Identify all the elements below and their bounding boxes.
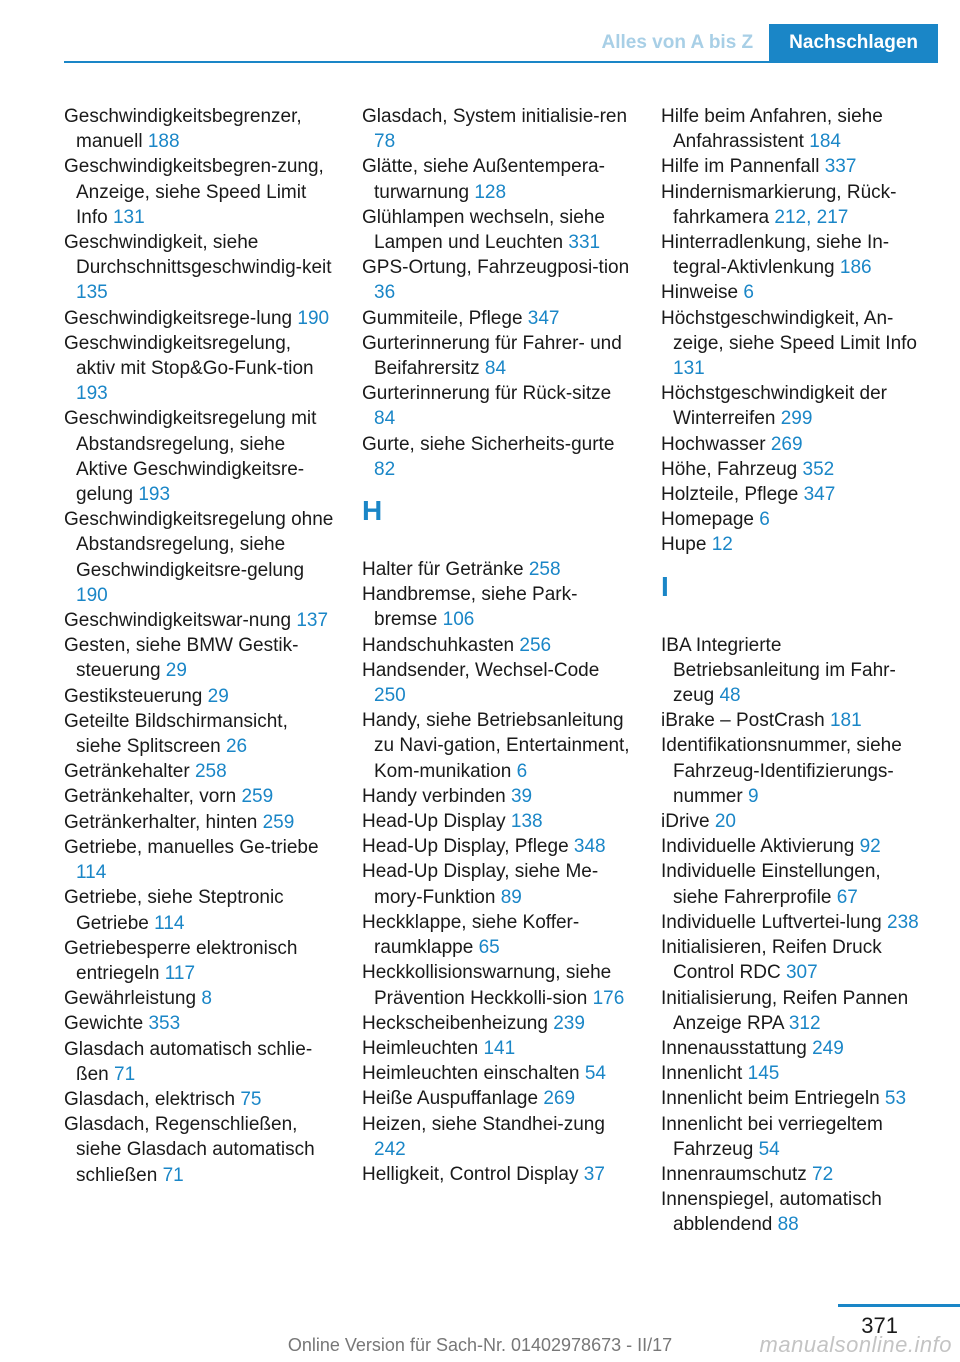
entry-page-link[interactable]: 331	[568, 232, 601, 254]
index-entry	[362, 432, 632, 482]
entry-page-link[interactable]: 82	[374, 458, 396, 480]
entry-page-link[interactable]: 39	[510, 785, 533, 807]
index-entry	[64, 1011, 334, 1036]
entry-page-link[interactable]: 6	[743, 282, 754, 304]
index-entry	[362, 1162, 632, 1187]
entry-term: Heimleuchten	[362, 1037, 479, 1059]
index-entry	[661, 104, 931, 154]
index-entry	[661, 1086, 931, 1111]
index-entry	[661, 859, 931, 909]
index-entry	[64, 104, 334, 154]
index-entry	[64, 1087, 334, 1112]
entry-term: Handy verbinden	[362, 785, 506, 807]
index-entry	[64, 835, 334, 885]
entry-term: Individuelle Einstellungen, siehe Fahrerprofile	[661, 861, 881, 908]
entry-term: iDrive	[661, 811, 710, 833]
entry-term: Heimleuchten einschalten	[362, 1063, 580, 1085]
entry-page-link[interactable]: 36	[374, 282, 396, 304]
index-entry	[64, 1037, 334, 1087]
entry-term: Geschwindigkeitsregelung mit Abstandsregelung, siehe Aktive Geschwindigkeitsre‐gelung	[64, 408, 317, 506]
index-entry	[64, 986, 334, 1011]
entry-term: Glühlampen wechseln, siehe Lampen und Leuchten	[362, 206, 605, 254]
index-entry	[362, 708, 632, 784]
entry-term: Hinweise	[661, 282, 739, 304]
entry-page-link[interactable]: 190	[76, 584, 108, 606]
index-entry	[661, 180, 931, 230]
index-entry	[362, 809, 632, 834]
entry-page-link[interactable]: 54	[584, 1063, 606, 1085]
entry-page-link[interactable]: 131	[112, 206, 145, 228]
entry-page-link[interactable]: 312	[788, 1012, 821, 1034]
index-entry	[661, 1187, 931, 1237]
entry-term: Gurterinnerung für Fahrer- und Beifahrersitz	[362, 332, 622, 380]
entry-page-link[interactable]: 258	[194, 761, 227, 783]
entry-page-link[interactable]: 84	[374, 408, 396, 430]
index-entry	[661, 457, 931, 482]
index-entry	[661, 1162, 931, 1187]
section-tab: Alles von A bis Z	[601, 32, 754, 53]
entry-page-link[interactable]: 348	[573, 836, 606, 858]
index-entry	[661, 708, 931, 733]
entry-page-link[interactable]: 269	[770, 433, 803, 455]
entry-term: Glasdach, System initialisie‐ren	[362, 106, 628, 127]
entry-term: Getriebe, siehe Steptronic Getriebe	[64, 887, 284, 934]
entry-page-link[interactable]: 212, 217	[774, 206, 849, 228]
index-entry	[64, 936, 334, 986]
index-entry	[661, 532, 931, 557]
entry-term: Getriebe, manuelles Ge‐triebe	[64, 836, 319, 858]
entry-page-link[interactable]: 29	[207, 685, 229, 707]
entry-term: Handschuhkasten	[362, 634, 515, 656]
entry-term: Individuelle Luftvertei‐lung	[661, 911, 882, 933]
entry-page-link[interactable]: 92	[859, 836, 881, 858]
header-divider	[64, 61, 938, 63]
entry-term: Geschwindigkeitsregelung ohne Abstandsregelung, siehe Geschwindigkeitsre‐gelung	[64, 509, 334, 581]
index-entry	[362, 633, 632, 658]
entry-term: Geschwindigkeitsrege‐lung	[64, 307, 293, 329]
watermark: manualsonline.info	[759, 1332, 952, 1357]
entry-page-link[interactable]: 337	[824, 156, 857, 178]
entry-page-link[interactable]: 135	[76, 282, 108, 304]
entry-term: Getränkehalter, vorn	[64, 786, 237, 808]
entry-term: Individuelle Aktivierung	[661, 836, 855, 858]
entry-term: Hilfe beim Anfahren, siehe Anfahrassistent	[661, 106, 883, 153]
index-entry	[64, 306, 334, 331]
page-number: 371	[861, 1313, 898, 1338]
entry-page-link[interactable]: 65	[478, 937, 500, 959]
index-entry	[661, 733, 931, 809]
entry-term: iBrake – PostCrash	[661, 710, 825, 732]
index-entry	[362, 582, 632, 632]
entry-term: Hochwasser	[661, 433, 766, 455]
entry-term: Hilfe im Pannenfall	[661, 156, 820, 178]
entry-page-link[interactable]: 131	[673, 358, 705, 380]
entry-term: Gurterinnerung für Rück‐sitze	[362, 383, 612, 405]
index-column-3	[661, 104, 931, 1238]
online-version-note: Online Version für Sach-Nr. 01402978673 - II/17	[287, 1335, 673, 1355]
entry-term: Hinterradlenkung, siehe In‐tegral-Aktivlenkung	[661, 232, 890, 279]
entry-term: Handbremse, siehe Park‐bremse	[362, 584, 578, 631]
index-entry	[661, 1036, 931, 1061]
entry-page-link[interactable]: 72	[812, 1163, 834, 1185]
index-entry	[362, 557, 632, 582]
entry-term: Innenlicht	[661, 1063, 743, 1085]
entry-page-link[interactable]: 259	[262, 811, 295, 833]
entry-term: Geschwindigkeitsbegrenzer, manuell	[64, 106, 302, 153]
entry-page-link[interactable]: 256	[519, 634, 552, 656]
entry-page-link[interactable]: 53	[884, 1088, 907, 1110]
index-letter-heading: H	[362, 495, 383, 527]
entry-page-link[interactable]: 193	[138, 484, 171, 506]
entry-term: Hindernismarkierung, Rück‐fahrkamera	[661, 181, 897, 228]
entry-term: Identifikationsnummer, siehe Fahrzeug-Identifizierungs‐nummer	[661, 735, 902, 807]
entry-page-link[interactable]: 299	[780, 408, 813, 430]
entry-term: Head-Up Display, siehe Me‐mory-Funktion	[362, 861, 599, 908]
index-entry	[661, 507, 931, 532]
index-entry	[64, 810, 334, 835]
entry-page-link[interactable]: 188	[147, 131, 180, 153]
entry-page-link[interactable]: 141	[483, 1037, 516, 1059]
entry-term: Gesten, siehe BMW Gestik‐steuerung	[64, 635, 299, 682]
entry-page-link[interactable]: 238	[887, 911, 919, 933]
entry-page-link[interactable]: 67	[836, 886, 858, 908]
entry-page-link[interactable]: 347	[803, 484, 836, 506]
entry-term: Handy, siehe Betriebsanleitung zu Navi‐gation, Entertainment, Kom‐munikation	[362, 710, 630, 782]
entry-page-link[interactable]: 186	[839, 257, 872, 279]
index-entry	[661, 1061, 931, 1086]
index-entry	[64, 684, 334, 709]
index-entry	[64, 885, 334, 935]
index-entry	[64, 633, 334, 683]
entry-term: Glasdach automatisch schlie‐ßen	[64, 1038, 313, 1085]
index-entry	[661, 280, 931, 305]
index-entry	[362, 381, 632, 431]
entry-term: Handsender, Wechsel-Code	[362, 659, 600, 681]
entry-term: Innenraumschutz	[661, 1163, 807, 1185]
entry-term: Innenlicht bei verriegeltem Fahrzeug	[661, 1113, 883, 1160]
entry-page-link[interactable]: 259	[241, 786, 274, 808]
index-entry	[64, 759, 334, 784]
index-entry	[64, 154, 334, 230]
entry-term: Gummiteile, Pflege	[362, 307, 523, 329]
index-entry	[362, 784, 632, 809]
index-entry	[362, 104, 632, 154]
index-entry	[362, 834, 632, 859]
entry-term: Head-Up Display, Pflege	[362, 836, 569, 858]
entry-term: Geteilte Bildschirmansicht, siehe Splitscreen	[64, 710, 288, 758]
index-entry	[362, 910, 632, 960]
index-entry	[362, 859, 632, 909]
index-entry	[661, 482, 931, 507]
entry-page-link[interactable]: 84	[484, 358, 507, 380]
entry-page-link[interactable]: 138	[510, 811, 543, 833]
entry-page-link[interactable]: 20	[714, 811, 736, 833]
entry-page-link[interactable]: 6	[516, 760, 528, 782]
index-entry	[661, 935, 931, 985]
index-entry	[64, 507, 334, 608]
index-entry	[362, 1112, 632, 1162]
entry-term: GPS-Ortung, Fahrzeugposi‐tion	[362, 257, 630, 279]
entry-page-link[interactable]: 258	[528, 559, 561, 581]
index-columns	[64, 104, 944, 1274]
index-entry	[661, 809, 931, 834]
entry-term: Geschwindigkeitsregelung, aktiv mit Stop&Go-Funk‐tion	[64, 332, 314, 380]
entry-term: Höhe, Fahrzeug	[661, 458, 798, 480]
entry-term: Heckscheibenheizung	[362, 1012, 548, 1034]
entry-page-link[interactable]: 89	[500, 886, 522, 908]
entry-term: Geschwindigkeitswar‐nung	[64, 610, 292, 632]
index-entry	[661, 633, 931, 709]
entry-page-link[interactable]: 128	[474, 181, 507, 203]
index-entry	[661, 230, 931, 280]
entry-page-link[interactable]: 181	[829, 710, 862, 732]
entry-term: Gestiksteuerung	[64, 685, 203, 707]
entry-term: Glasdach, Regenschließen, siehe Glasdach automatisch schließen	[64, 1114, 315, 1186]
entry-page-link[interactable]: 75	[240, 1088, 262, 1110]
entry-page-link[interactable]: 249	[812, 1037, 844, 1059]
entry-page-link[interactable]: 48	[719, 685, 741, 707]
entry-term: Gewichte	[64, 1013, 144, 1035]
index-entry	[362, 1011, 632, 1036]
entry-term: Helligkeit, Control Display	[362, 1163, 579, 1185]
index-entry	[362, 1061, 632, 1086]
entry-term: Innenlicht beim Entriegeln	[661, 1088, 880, 1110]
index-entry	[661, 381, 931, 431]
index-entry	[661, 154, 931, 179]
index-entry	[661, 986, 931, 1036]
index-entry	[64, 406, 334, 507]
entry-term: Heizen, siehe Standhei‐zung	[362, 1113, 605, 1135]
index-entry	[362, 960, 632, 1010]
index-entry	[661, 834, 931, 859]
index-entry	[661, 432, 931, 457]
entry-term: Innenspiegel, automatisch abblendend	[661, 1189, 882, 1236]
entry-page-link[interactable]: 184	[809, 131, 841, 153]
entry-term: Getränkehalter	[64, 761, 190, 783]
entry-page-link[interactable]: 106	[442, 609, 475, 631]
entry-page-link[interactable]: 78	[374, 131, 396, 153]
entry-term: Geschwindigkeit, siehe Durchschnittsgeschwindig‐keit	[64, 232, 332, 279]
entry-page-link[interactable]: 353	[148, 1013, 181, 1035]
entry-term: Glasdach, elektrisch	[64, 1088, 236, 1110]
index-entry	[362, 658, 632, 708]
entry-page-link[interactable]: 8	[201, 988, 212, 1010]
index-entry	[362, 1086, 632, 1111]
index-column-1	[64, 104, 334, 1188]
entry-page-link[interactable]: 193	[76, 383, 108, 405]
index-entry	[661, 910, 931, 935]
entry-page-link[interactable]: 352	[802, 458, 835, 480]
entry-page-link[interactable]: 250	[374, 685, 406, 707]
entry-page-link[interactable]: 239	[553, 1012, 585, 1034]
entry-page-link[interactable]: 145	[747, 1063, 780, 1085]
entry-page-link[interactable]: 54	[758, 1138, 780, 1160]
index-entry	[362, 306, 632, 331]
entry-page-link[interactable]: 176	[592, 987, 625, 1009]
entry-page-link[interactable]: 6	[759, 509, 770, 531]
entry-term: Initialisierung, Reifen Pannen Anzeige RPA	[661, 987, 909, 1034]
entry-page-link[interactable]: 12	[711, 534, 733, 556]
entry-page-link[interactable]: 307	[785, 962, 818, 984]
entry-page-link[interactable]: 26	[225, 736, 248, 758]
entry-page-link[interactable]: 347	[527, 307, 560, 329]
page-number-rule	[838, 1304, 960, 1307]
index-entry	[64, 608, 334, 633]
entry-term: Geschwindigkeitsbegren‐zung, Anzeige, siehe Speed Limit Info	[64, 156, 324, 228]
entry-term: Glätte, siehe Außentempera‐turwarnung	[362, 156, 605, 203]
index-entry	[661, 1112, 931, 1162]
index-entry	[362, 154, 632, 204]
entry-term: Initialisieren, Reifen Druck Control RDC	[661, 937, 882, 984]
index-entry	[64, 230, 334, 306]
entry-page-link[interactable]: 37	[583, 1163, 605, 1185]
index-entry	[64, 709, 334, 759]
entry-page-link[interactable]: 29	[165, 660, 187, 682]
entry-term: Getränkerhalter, hinten	[64, 811, 258, 833]
entry-term: Holzteile, Pflege	[661, 484, 799, 506]
index-entry	[362, 255, 632, 305]
entry-term: Gewährleistung	[64, 988, 197, 1010]
entry-page-link[interactable]: 117	[164, 962, 196, 984]
entry-term: Halter für Getränke	[362, 559, 524, 581]
entry-page-link[interactable]: 71	[162, 1164, 184, 1186]
entry-term: Hupe	[661, 534, 707, 556]
entry-page-link[interactable]: 114	[154, 912, 185, 934]
entry-term: Höchstgeschwindigkeit der Winterreifen	[661, 383, 888, 430]
entry-page-link[interactable]: 88	[777, 1214, 799, 1236]
index-entry	[362, 1036, 632, 1061]
index-entry	[661, 306, 931, 382]
entry-term: IBA Integrierte Betriebsanleitung im Fahr‐zeug	[661, 634, 896, 707]
entry-term: Homepage	[661, 509, 754, 531]
entry-page-link[interactable]: 137	[296, 610, 329, 632]
index-entry	[362, 205, 632, 255]
header-tabs	[585, 24, 938, 62]
entry-page-link[interactable]: 190	[297, 307, 330, 329]
entry-page-link[interactable]: 242	[374, 1138, 406, 1160]
entry-term: Heckkollisionswarnung, siehe Prävention Heckkolli‐sion	[362, 962, 612, 1009]
index-entry	[64, 784, 334, 809]
entry-term: Heckklappe, siehe Koffer‐raumklappe	[362, 911, 580, 959]
entry-term: Heiße Auspuffanlage	[362, 1088, 539, 1110]
index-entry	[64, 1112, 334, 1188]
entry-term: Head-Up Display	[362, 811, 506, 833]
entry-page-link[interactable]: 269	[543, 1088, 576, 1110]
index-column-2	[362, 104, 632, 1187]
index-letter-heading: I	[661, 570, 669, 602]
entry-page-link[interactable]: 71	[114, 1063, 136, 1085]
entry-term: Innenausstattung	[661, 1037, 807, 1059]
chapter-tab: Nachschlagen	[769, 24, 938, 62]
entry-term: Getriebesperre elektronisch entriegeln	[64, 937, 298, 984]
entry-term: Gurte, siehe Sicherheits‐gurte	[362, 433, 615, 455]
index-entry	[64, 331, 334, 407]
index-entry	[362, 331, 632, 381]
entry-page-link[interactable]: 114	[76, 862, 107, 884]
entry-page-link[interactable]: 9	[747, 785, 759, 807]
entry-term: Höchstgeschwindigkeit, An‐zeige, siehe Speed Limit Info	[661, 307, 917, 354]
